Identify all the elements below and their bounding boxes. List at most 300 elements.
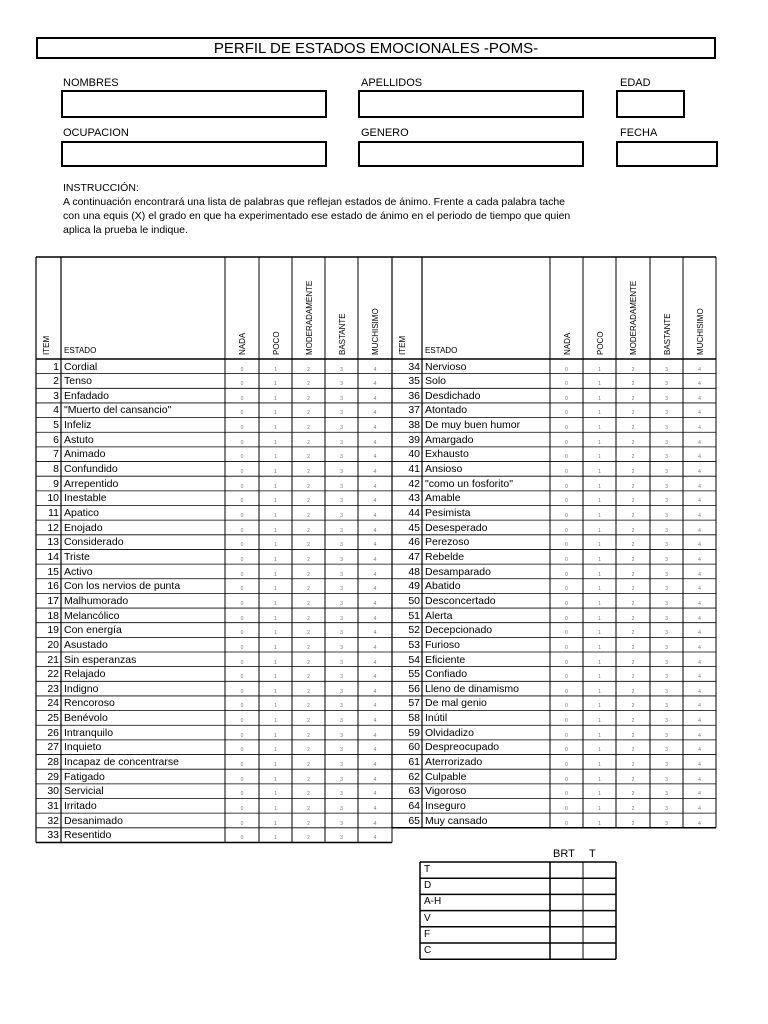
option-value: 2 [631, 776, 635, 783]
option-value: 2 [307, 600, 310, 607]
option-value: 1 [274, 469, 277, 476]
item-number: 7 [53, 448, 59, 461]
option-value: 3 [340, 454, 343, 461]
option-value: 3 [340, 806, 343, 812]
option-value: 2 [307, 791, 310, 798]
option-value: 0 [240, 513, 244, 519]
item-number: 17 [47, 594, 59, 607]
option-value: 3 [340, 732, 343, 739]
item-number: 24 [47, 697, 59, 710]
option-value: 3 [665, 410, 668, 417]
option-value: 1 [274, 732, 277, 739]
option-value: 1 [598, 439, 601, 446]
option-value: 0 [565, 791, 568, 798]
option-value: 2 [307, 630, 310, 637]
option-value: 4 [373, 469, 377, 476]
option-value: 2 [631, 820, 635, 827]
option-value: 2 [307, 644, 310, 651]
option-value: 3 [340, 586, 343, 593]
option-value: 1 [274, 366, 277, 373]
option-value: 4 [698, 820, 701, 827]
option-value: 0 [240, 571, 244, 578]
option-value: 3 [665, 615, 668, 622]
estado-label: "Muerto del cansancio" [64, 404, 172, 417]
option-value: 3 [665, 659, 668, 666]
item-number: 49 [408, 580, 420, 593]
item-number: 2 [53, 375, 59, 388]
option-value: 2 [307, 762, 310, 769]
option-value: 2 [631, 586, 635, 593]
option-value: 2 [307, 381, 310, 388]
estado-label: Con energía [64, 624, 122, 637]
option-value: 1 [274, 425, 277, 432]
option-value: 0 [240, 395, 244, 402]
option-value: 4 [698, 806, 701, 812]
option-value: 4 [698, 762, 701, 769]
option-value: 1 [274, 395, 277, 402]
option-value: 0 [240, 688, 244, 695]
estado-label: Servicial [64, 785, 104, 798]
item-number: 63 [408, 785, 420, 798]
estado-label: Incapaz de concentrarse [64, 756, 179, 769]
item-number: 26 [47, 726, 59, 739]
option-value: 4 [698, 454, 701, 461]
estado-label: Indigno [64, 682, 99, 695]
option-value: 0 [565, 395, 568, 402]
estado-label: Inseguro [425, 800, 466, 812]
item-number: 18 [47, 609, 59, 622]
option-value: 4 [698, 483, 701, 490]
option-value: 4 [698, 644, 701, 651]
estado-label: Irritado [64, 800, 97, 812]
item-number: 8 [53, 463, 59, 476]
option-value: 0 [565, 703, 568, 710]
option-value: 3 [340, 425, 343, 432]
option-value: 0 [565, 366, 568, 373]
option-value: 1 [598, 659, 601, 666]
estado-label: Exhausto [425, 448, 469, 461]
option-value: 3 [665, 644, 668, 651]
option-value: 0 [240, 483, 244, 490]
option-value: 2 [631, 498, 635, 505]
estado-label: Rebelde [425, 550, 465, 563]
ocupacion-label: OCUPACION [63, 127, 129, 139]
estado-label: Apatico [64, 507, 100, 519]
t-header: T [589, 848, 596, 860]
option-value: 3 [665, 498, 668, 505]
option-value: 1 [274, 410, 277, 417]
option-value: 0 [565, 527, 568, 534]
option-value: 2 [631, 454, 635, 461]
option-value: 4 [373, 747, 377, 754]
option-value: 0 [565, 381, 568, 388]
option-value: 1 [274, 820, 277, 827]
option-value: 2 [307, 527, 310, 534]
option-value: 3 [340, 776, 343, 783]
option-value: 2 [631, 366, 635, 373]
option-value: 1 [274, 586, 277, 593]
option-value: 4 [698, 395, 701, 402]
option-value: 3 [340, 674, 343, 681]
estado-label: Sin esperanzas [64, 653, 137, 666]
option-value: 3 [340, 615, 343, 622]
option-value: 4 [373, 542, 377, 549]
option-value: 4 [373, 527, 377, 534]
option-value: 4 [373, 439, 377, 446]
item-number: 61 [408, 756, 420, 769]
option-value: 4 [373, 513, 377, 519]
option-value: 2 [307, 454, 310, 461]
option-header: MODERADAMENTE [629, 280, 638, 355]
estado-label: Intranquilo [64, 726, 114, 739]
option-value: 2 [631, 659, 635, 666]
item-number: 21 [47, 653, 59, 666]
option-value: 1 [274, 835, 277, 842]
option-value: 4 [373, 820, 377, 827]
item-number: 22 [47, 668, 59, 681]
option-value: 4 [373, 674, 377, 681]
option-value: 4 [373, 659, 377, 666]
option-value: 2 [631, 410, 635, 417]
option-value: 4 [698, 366, 701, 373]
option-header: POCO [595, 331, 605, 355]
estado-label: Astuto [64, 433, 94, 446]
estado-label: Eficiente [425, 653, 466, 666]
option-value: 1 [598, 571, 601, 578]
option-value: 1 [598, 820, 601, 827]
item-number: 31 [47, 800, 59, 812]
option-value: 3 [340, 469, 343, 476]
estado-label: Despreocupado [425, 741, 500, 754]
option-value: 2 [631, 513, 635, 519]
estado-label: Muy cansado [425, 814, 488, 827]
option-value: 3 [340, 762, 343, 769]
option-value: 0 [240, 644, 244, 651]
item-number: 4 [53, 404, 59, 417]
item-number: 60 [408, 741, 420, 754]
option-value: 3 [665, 688, 668, 695]
option-value: 2 [631, 527, 635, 534]
item-number: 19 [47, 624, 59, 637]
estado-label: Resentido [64, 829, 112, 842]
estado-label: De mal genio [425, 697, 487, 710]
estado-label: Fatigado [64, 770, 105, 783]
option-value: 3 [340, 381, 343, 388]
item-number: 58 [408, 712, 420, 725]
option-value: 0 [565, 820, 568, 827]
estado-label: Abatido [425, 580, 461, 593]
estado-label: Malhumorado [64, 594, 129, 607]
item-number: 51 [408, 609, 420, 622]
option-value: 2 [307, 542, 310, 549]
option-value: 2 [307, 732, 310, 739]
estado-label: Enojado [64, 521, 103, 534]
score-row-label: A-H [424, 896, 442, 908]
option-value: 4 [698, 542, 701, 549]
score-row-label: T [424, 864, 431, 875]
option-value: 0 [240, 718, 244, 725]
option-value: 3 [665, 439, 668, 446]
option-value: 1 [598, 630, 601, 637]
option-value: 1 [274, 806, 277, 812]
option-value: 4 [698, 425, 701, 432]
option-value: 0 [565, 688, 568, 695]
option-value: 3 [665, 556, 668, 563]
option-value: 1 [274, 644, 277, 651]
option-value: 4 [373, 644, 377, 651]
estado-label: Desesperado [425, 521, 488, 534]
option-value: 1 [274, 381, 277, 388]
nombres-label: NOMBRES [63, 77, 119, 89]
instruction-line: con una equis (X) el grado en que ha experimentado ese estado de ánimo en el periodo de tiempo que quien [63, 210, 571, 222]
estado-label: Con los nervios de punta [64, 580, 181, 593]
item-number: 42 [408, 477, 420, 490]
item-number: 36 [408, 389, 420, 402]
option-value: 4 [373, 483, 377, 490]
item-number: 29 [47, 770, 59, 783]
item-number: 5 [53, 419, 59, 432]
option-value: 3 [665, 571, 668, 578]
item-number: 62 [408, 770, 420, 783]
option-value: 1 [274, 762, 277, 769]
option-value: 1 [274, 454, 277, 461]
item-number: 1 [53, 360, 59, 373]
option-value: 3 [340, 820, 343, 827]
option-value: 2 [631, 630, 635, 637]
option-value: 0 [240, 747, 244, 754]
option-value: 1 [598, 718, 601, 725]
option-value: 0 [240, 542, 244, 549]
option-value: 0 [565, 439, 568, 446]
option-value: 4 [373, 381, 377, 388]
item-number: 41 [408, 463, 420, 476]
estado-label: Alerta [425, 609, 453, 622]
option-value: 1 [598, 586, 601, 593]
item-number: 54 [408, 653, 420, 666]
option-value: 0 [240, 527, 244, 534]
estado-label: Animado [64, 448, 106, 461]
option-value: 0 [565, 469, 568, 476]
estado-label: "como un fosforito" [425, 477, 513, 490]
estado-label: Asustado [64, 638, 108, 651]
instruction-heading: INSTRUCCIÓN: [63, 182, 139, 194]
option-value: 2 [307, 674, 310, 681]
option-value: 2 [307, 498, 310, 505]
item-number: 16 [47, 580, 59, 593]
option-value: 3 [665, 806, 668, 812]
option-value: 0 [565, 630, 568, 637]
item-number: 15 [47, 565, 59, 578]
item-number: 30 [47, 785, 59, 798]
option-value: 0 [240, 703, 244, 710]
estado-label: Cordial [64, 360, 98, 373]
option-value: 4 [373, 571, 377, 578]
option-value: 3 [340, 439, 343, 446]
option-value: 1 [598, 454, 601, 461]
option-value: 4 [698, 732, 701, 739]
estado-label: Activo [64, 565, 93, 578]
option-value: 0 [565, 410, 568, 417]
option-value: 4 [698, 600, 701, 607]
item-number: 14 [47, 550, 59, 563]
option-value: 1 [598, 542, 601, 549]
option-value: 2 [307, 747, 310, 754]
option-value: 0 [240, 469, 244, 476]
estado-label: Amargado [425, 433, 474, 446]
option-value: 1 [598, 732, 601, 739]
item-number: 53 [408, 638, 420, 651]
edad-label: EDAD [620, 77, 651, 89]
option-value: 1 [598, 791, 601, 798]
item-number: 13 [47, 536, 59, 549]
option-value: 1 [274, 747, 277, 754]
estado-label: Culpable [425, 770, 467, 783]
option-value: 4 [698, 718, 701, 725]
option-value: 2 [307, 718, 310, 725]
option-value: 2 [307, 425, 310, 432]
option-value: 3 [665, 395, 668, 402]
estado-label: Decepcionado [425, 624, 493, 637]
option-value: 1 [274, 630, 277, 637]
item-number: 28 [47, 756, 59, 769]
estado-label: Confiado [425, 668, 468, 681]
option-value: 0 [240, 732, 244, 739]
option-value: 2 [307, 806, 310, 812]
item-number: 12 [47, 521, 59, 534]
estado-label: Desamparado [425, 565, 491, 578]
option-value: 3 [340, 703, 343, 710]
item-number: 46 [408, 536, 420, 549]
estado-label: Confundido [64, 463, 118, 476]
option-value: 4 [698, 659, 701, 666]
option-header: POCO [271, 331, 281, 355]
item-number: 47 [408, 550, 420, 563]
option-value: 1 [598, 366, 601, 373]
option-value: 2 [307, 586, 310, 593]
option-value: 2 [631, 469, 635, 476]
option-value: 3 [665, 674, 668, 681]
option-value: 3 [340, 513, 343, 519]
item-number: 37 [408, 404, 420, 417]
option-value: 1 [598, 644, 601, 651]
option-value: 1 [598, 747, 601, 754]
option-value: 1 [274, 718, 277, 725]
estado-label: Lleno de dinamismo [425, 682, 519, 695]
option-value: 0 [565, 600, 568, 607]
option-value: 3 [665, 513, 668, 519]
option-value: 3 [340, 542, 343, 549]
score-row-label: V [424, 912, 431, 924]
option-value: 3 [665, 776, 668, 783]
estado-label: Benévolo [64, 712, 108, 725]
option-value: 2 [307, 615, 310, 622]
option-value: 2 [631, 556, 635, 563]
option-value: 0 [565, 659, 568, 666]
option-value: 4 [698, 791, 701, 798]
option-value: 0 [565, 644, 568, 651]
option-value: 4 [373, 395, 377, 402]
option-header: BASTANTE [337, 313, 347, 355]
estado-label: Desdichado [425, 389, 481, 402]
option-value: 1 [598, 395, 601, 402]
item-number: 48 [408, 565, 420, 578]
option-value: 4 [698, 776, 701, 783]
option-value: 0 [240, 498, 244, 505]
item-number: 45 [408, 521, 420, 534]
item-number: 3 [53, 389, 59, 402]
option-header: MODERADAMENTE [304, 280, 314, 355]
option-value: 4 [698, 615, 701, 622]
item-number: 25 [47, 712, 59, 725]
option-value: 1 [274, 513, 277, 519]
option-value: 3 [665, 762, 668, 769]
option-value: 1 [274, 542, 277, 549]
estado-label: Enfadado [64, 389, 109, 402]
estado-label: Inquieto [64, 741, 102, 754]
option-value: 4 [373, 688, 377, 695]
option-value: 0 [565, 718, 568, 725]
option-value: 2 [631, 381, 635, 388]
option-value: 2 [307, 483, 310, 490]
estado-label: Atontado [425, 404, 468, 417]
option-value: 4 [698, 381, 701, 388]
option-value: 3 [665, 718, 668, 725]
estado-label: Aterrorizado [425, 756, 483, 769]
option-value: 3 [340, 571, 343, 578]
option-value: 0 [240, 600, 244, 607]
option-value: 4 [698, 586, 701, 593]
option-value: 1 [274, 776, 277, 783]
option-value: 0 [565, 615, 568, 622]
option-value: 3 [665, 630, 668, 637]
option-value: 2 [307, 776, 310, 783]
option-value: 2 [631, 791, 635, 798]
item-header: ITEM [398, 335, 407, 355]
option-value: 3 [340, 395, 343, 402]
estado-label: Relajado [64, 668, 106, 681]
option-value: 1 [598, 688, 601, 695]
option-value: 0 [565, 586, 568, 593]
estado-label: Solo [425, 375, 447, 388]
option-value: 3 [340, 747, 343, 754]
option-value: 0 [565, 425, 568, 432]
option-value: 0 [240, 659, 244, 666]
option-value: 4 [373, 615, 377, 622]
item-number: 23 [47, 682, 59, 695]
option-value: 3 [665, 425, 668, 432]
option-value: 4 [373, 630, 377, 637]
option-value: 4 [373, 703, 377, 710]
option-value: 1 [274, 483, 277, 490]
option-value: 4 [373, 425, 377, 432]
option-value: 1 [598, 703, 601, 710]
option-value: 3 [665, 381, 668, 388]
option-value: 3 [340, 644, 343, 651]
estado-label: Considerado [64, 536, 124, 549]
item-number: 56 [408, 682, 420, 695]
brt-header: BRT [553, 848, 575, 860]
option-value: 2 [307, 439, 310, 446]
option-value: 4 [373, 718, 377, 725]
instruction-line: aplica la prueba le indique. [63, 224, 188, 236]
estado-label: Olvidadizo [425, 726, 475, 739]
option-value: 2 [631, 732, 635, 739]
option-value: 4 [373, 776, 377, 783]
option-value: 3 [665, 454, 668, 461]
option-header: MUCHISIMO [371, 308, 380, 355]
estado-label: De muy buen humor [425, 419, 521, 432]
option-value: 2 [307, 469, 310, 476]
